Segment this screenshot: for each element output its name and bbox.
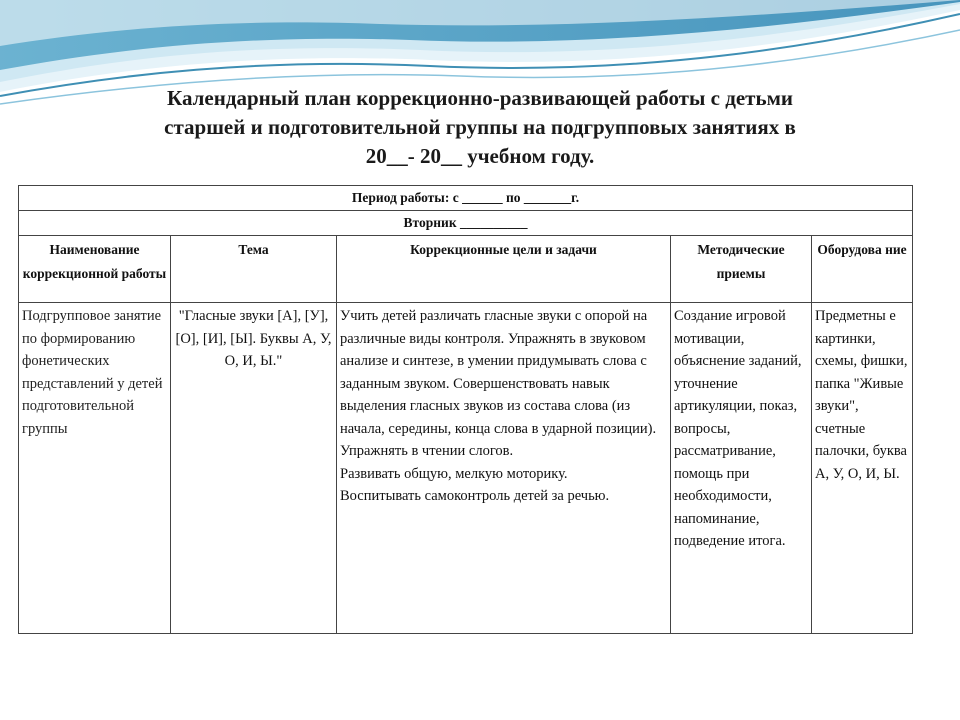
day-cell: Вторник __________	[19, 211, 913, 236]
header-methods: Методические приемы	[671, 236, 812, 303]
day-row	[19, 211, 913, 236]
header-row	[19, 236, 913, 303]
header-correction-work: Наименование коррекционной работы	[19, 236, 171, 303]
title-line-1: Календарный план коррекционно-развивающей работы с детьми	[167, 86, 793, 110]
goals-paragraph-1: Учить детей различать гласные звуки с опорой на различные виды контроля. Упражнять в звуковом анализе и синтезе, в умении придумывать слова с заданным звуком. Совершенствовать навык выделения гласных звуков из состава слова (из начала, середины, конца слова в ударной позиции). Упражнять в чтении слогов.	[340, 308, 657, 459]
table-row	[19, 303, 913, 634]
header-goals: Коррекционные цели и задачи	[337, 236, 671, 303]
cell-goals	[337, 303, 671, 634]
header-topic: Тема	[171, 236, 337, 303]
cell-methods: Создание игровой мотивации, объяснение заданий, уточнение артикуляции, показ, вопросы, рассматривание, помощь при необходимости, напоминание, подведение итога.	[671, 303, 812, 634]
header-equipment: Оборудова ние	[812, 236, 913, 303]
title-line-2: старшей и подготовительной группы на подгрупповых занятиях в	[164, 115, 796, 139]
period-row	[19, 186, 913, 211]
page-title	[40, 84, 920, 171]
cell-equipment: Предметны е картинки, схемы, фишки, папка "Живые звуки", счетные палочки, буква А, У, О, И, Ы.	[812, 303, 913, 634]
cell-correction-work: Подгрупповое занятие по формированию фонетических представлений у детей подготовительной группы	[19, 303, 171, 634]
goals-paragraph-2: Развивать общую, мелкую моторику.	[340, 465, 568, 482]
cell-topic: "Гласные звуки [А], [У], [О], [И], [Ы]. Буквы А, У, О, И, Ы."	[171, 303, 337, 634]
title-line-3: 20__- 20__ учебном году.	[365, 144, 595, 168]
period-cell: Период работы: с ______ по _______г.	[19, 186, 913, 211]
goals-paragraph-3: Воспитывать самоконтроль детей за речью.	[340, 488, 610, 504]
plan-table	[18, 185, 913, 634]
